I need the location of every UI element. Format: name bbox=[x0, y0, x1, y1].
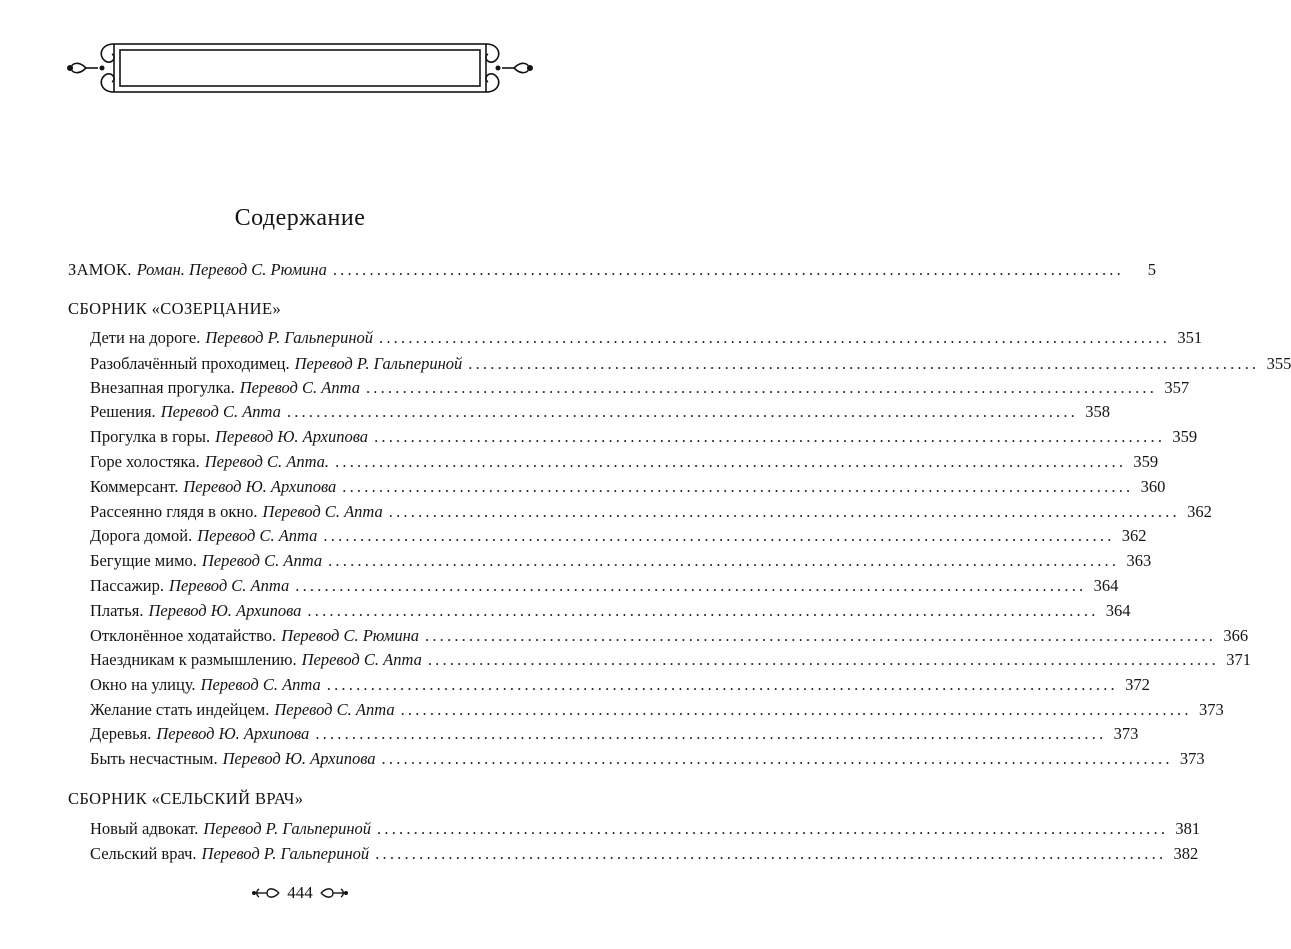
entry-page: 351 bbox=[1177, 328, 1203, 347]
entry-page: 362 bbox=[1121, 526, 1147, 545]
section-heading-sozertsanie: СБОРНИК «СОЗЕРЦАНИЕ» bbox=[68, 299, 282, 318]
entry-page: 364 bbox=[1093, 576, 1119, 595]
dot-leader: ............................................................................................................ bbox=[400, 700, 1192, 719]
toc-entry[interactable] bbox=[90, 819, 1201, 839]
entry-translator: Перевод С. Апта bbox=[262, 502, 383, 521]
dot-leader: ............................................................................................................ bbox=[377, 819, 1169, 838]
entry-title: Платья. bbox=[90, 601, 144, 620]
entry-translator: Перевод С. Апта bbox=[200, 675, 321, 694]
entry-page: 373 bbox=[1113, 724, 1139, 743]
entry-page: 373 bbox=[1179, 749, 1205, 768]
entry-page: 364 bbox=[1105, 601, 1131, 620]
entry-title: Дети на дороге. bbox=[90, 328, 201, 347]
entry-translator: Перевод Р. Гальпериной bbox=[294, 354, 463, 373]
dot-leader: ............................................................................................................ bbox=[365, 378, 1158, 397]
toc-entry[interactable] bbox=[90, 844, 1199, 864]
toc-entry[interactable] bbox=[90, 328, 1203, 348]
fleuron-left-icon bbox=[251, 886, 281, 900]
toc-entry[interactable] bbox=[90, 749, 1205, 769]
entry-page: 355 bbox=[1266, 354, 1291, 373]
entry-page: 5 bbox=[1147, 260, 1156, 279]
toc-entry[interactable] bbox=[90, 576, 1119, 596]
entry-title: Дорога домой. bbox=[90, 526, 193, 545]
toc-entry[interactable] bbox=[90, 650, 1251, 670]
entry-title: ЗАМОК. bbox=[68, 260, 132, 279]
toc-entry[interactable] bbox=[90, 675, 1150, 695]
toc-entry[interactable] bbox=[90, 502, 1212, 522]
entry-title: Разоблачённый проходимец. bbox=[90, 354, 290, 373]
entry-translator: Перевод С. Апта bbox=[197, 526, 318, 545]
dot-leader: ............................................................................................................ bbox=[323, 526, 1115, 545]
entry-page: 366 bbox=[1223, 626, 1249, 645]
page-number: 444 bbox=[287, 883, 313, 902]
dot-leader: ............................................................................................................ bbox=[335, 452, 1127, 471]
entry-translator: Перевод С. Апта bbox=[301, 650, 422, 669]
dot-leader: ............................................................................................................ bbox=[381, 749, 1173, 768]
page-footer bbox=[0, 880, 600, 906]
entry-title: Деревья. bbox=[90, 724, 152, 743]
dot-leader: ............................................................................................................ bbox=[328, 551, 1120, 570]
toc-entry[interactable] bbox=[90, 601, 1131, 621]
entry-translator: Перевод Ю. Архипова bbox=[183, 477, 337, 496]
toc-entry[interactable] bbox=[90, 724, 1139, 744]
entry-translator: Перевод С. Апта bbox=[169, 576, 290, 595]
dot-leader: ............................................................................................................ bbox=[425, 626, 1217, 645]
entry-translator: Перевод С. Апта. bbox=[204, 452, 330, 471]
entry-title: Внезапная прогулка. bbox=[90, 378, 235, 397]
dot-leader: ............................................................................................................ bbox=[379, 328, 1171, 347]
entry-title: Наездникам к размышлению. bbox=[90, 650, 297, 669]
toc-entry-zamok[interactable] bbox=[68, 260, 1156, 280]
toc-entry[interactable] bbox=[90, 700, 1224, 720]
entry-title: Новый адвокат. bbox=[90, 819, 199, 838]
page-title: Содержание bbox=[234, 205, 366, 231]
entry-page: 359 bbox=[1133, 452, 1159, 471]
entry-page: 362 bbox=[1187, 502, 1212, 521]
entry-page: 373 bbox=[1198, 700, 1224, 719]
toc-entry[interactable] bbox=[90, 452, 1159, 472]
entry-page: 371 bbox=[1226, 650, 1251, 669]
entry-title: Горе холостяка. bbox=[90, 452, 200, 471]
toc-entry[interactable] bbox=[90, 477, 1166, 497]
entry-title: Рассеянно глядя в окно. bbox=[90, 502, 258, 521]
entry-translator: Перевод С. Рюмина bbox=[281, 626, 420, 645]
entry-title: Окно на улицу. bbox=[90, 675, 196, 694]
entry-translator: Перевод Р. Гальпериной bbox=[205, 328, 374, 347]
toc-entry[interactable] bbox=[90, 427, 1198, 447]
entry-title: Сельский врач. bbox=[90, 844, 197, 863]
entry-page: 382 bbox=[1173, 844, 1199, 863]
entry-page: 360 bbox=[1140, 477, 1166, 496]
entry-translator: Перевод С. Апта bbox=[274, 700, 395, 719]
entry-title: Быть несчастным. bbox=[90, 749, 218, 768]
entry-translator: Перевод С. Апта bbox=[201, 551, 323, 570]
dot-leader: ............................................................................................................ bbox=[427, 650, 1219, 669]
entry-translator: Перевод С. Апта bbox=[239, 378, 360, 397]
entry-translator: Перевод Р. Гальпериной bbox=[203, 819, 372, 838]
fleuron-right-icon bbox=[319, 886, 349, 900]
entry-title: Желание стать индейцем. bbox=[90, 700, 270, 719]
entry-title: Коммерсант. bbox=[90, 477, 179, 496]
entry-translator: Перевод С. Апта bbox=[160, 402, 281, 421]
toc-entry[interactable] bbox=[90, 354, 1291, 374]
entry-translator: Роман. Перевод С. Рюмина bbox=[136, 260, 327, 279]
entry-page: 363 bbox=[1126, 551, 1152, 570]
toc-entry[interactable] bbox=[90, 402, 1111, 422]
entry-title: Пассажир. bbox=[90, 576, 165, 595]
section-heading-selskiy-vrach: СБОРНИК «СЕЛЬСКИЙ ВРАЧ» bbox=[68, 789, 304, 808]
entry-page: 358 bbox=[1085, 402, 1111, 421]
toc-entry[interactable] bbox=[90, 551, 1152, 571]
entry-translator: Перевод Ю. Архипова bbox=[222, 749, 376, 768]
toc-entry[interactable] bbox=[90, 378, 1190, 398]
entry-title: Решения. bbox=[90, 402, 156, 421]
entry-title: Прогулка в горы. bbox=[90, 427, 211, 446]
entry-translator: Перевод Р. Гальпериной bbox=[201, 844, 370, 863]
entry-translator: Перевод Ю. Архипова bbox=[156, 724, 310, 743]
toc-entry[interactable] bbox=[90, 526, 1147, 546]
dot-leader: ............................................................................................................ bbox=[286, 402, 1079, 421]
entry-page: 357 bbox=[1164, 378, 1190, 397]
entry-title: Бегущие мимо. bbox=[90, 551, 197, 570]
dot-leader: ............................................................................................................ bbox=[342, 477, 1134, 496]
dot-leader: ............................................................................................................ bbox=[468, 354, 1260, 373]
entry-page: 381 bbox=[1175, 819, 1201, 838]
dot-leader: ............................................................................................................ bbox=[388, 502, 1180, 521]
dot-leader: ............................................................................................................ bbox=[326, 675, 1118, 694]
entry-translator: Перевод Ю. Архипова bbox=[215, 427, 369, 446]
dot-leader: ............................................................................................................ bbox=[307, 601, 1099, 620]
entry-title: Отклонённое ходатайство. bbox=[90, 626, 277, 645]
entry-translator: Перевод Ю. Архипова bbox=[148, 601, 302, 620]
dot-leader: ............................................................................................................ bbox=[295, 576, 1087, 595]
toc-entry[interactable] bbox=[90, 626, 1249, 646]
entry-page: 359 bbox=[1172, 427, 1198, 446]
dot-leader: ............................................................................................................ bbox=[332, 260, 1124, 279]
dot-leader: ............................................................................................................ bbox=[375, 844, 1167, 863]
dot-leader: ............................................................................................................ bbox=[374, 427, 1166, 446]
dot-leader: ............................................................................................................ bbox=[315, 724, 1107, 743]
header-ornament-frame bbox=[64, 40, 536, 96]
entry-page: 372 bbox=[1125, 675, 1150, 694]
